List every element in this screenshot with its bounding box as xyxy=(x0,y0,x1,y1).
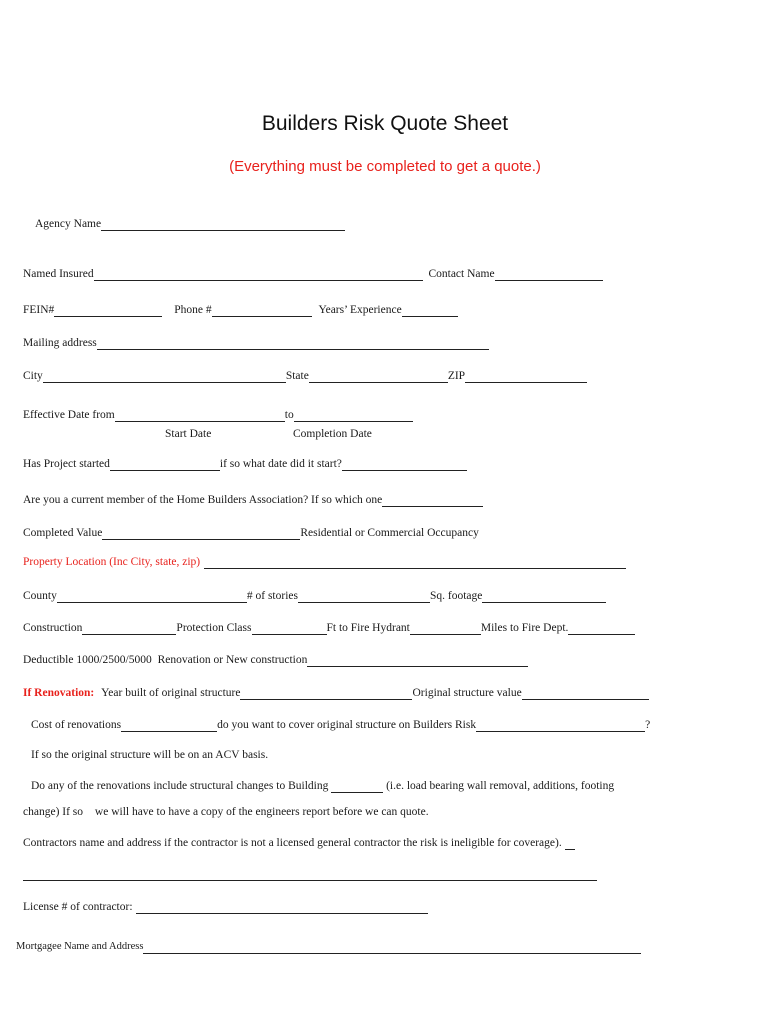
to-label: to xyxy=(284,409,294,421)
state-label: State xyxy=(285,370,309,382)
original-value-label: Original structure value xyxy=(412,687,522,699)
page-subtitle: (Everything must be completed to get a quote.) xyxy=(229,158,541,175)
year-built-field[interactable] xyxy=(240,687,412,700)
stories-field[interactable] xyxy=(298,590,430,603)
mailing-address-field[interactable] xyxy=(97,337,489,350)
license-label: License # of contractor: xyxy=(23,901,133,913)
effective-date-label: Effective Date from xyxy=(23,409,115,421)
named-insured-field[interactable] xyxy=(94,268,423,281)
stories-label: # of stories xyxy=(246,590,298,602)
agency-name-field[interactable] xyxy=(101,218,345,231)
hba-label: Are you a current member of the Home Builders Association? If so which one xyxy=(23,494,383,506)
structural-changes-cont-row xyxy=(23,805,429,819)
completion-date-caption: Completion Date xyxy=(293,428,372,440)
contractors-line-row xyxy=(23,867,597,881)
structural-changes-field[interactable] xyxy=(331,780,383,793)
start-date-caption: Start Date xyxy=(165,428,212,440)
ft-to-hydrant-label: Ft to Fire Hydrant xyxy=(326,622,410,634)
question-mark: ? xyxy=(645,719,651,731)
city-state-zip-row xyxy=(23,369,587,383)
project-started-label: Has Project started xyxy=(23,458,110,470)
mortgagee-row xyxy=(16,940,641,954)
zip-field[interactable] xyxy=(465,370,587,383)
construction-row xyxy=(23,621,635,635)
cover-original-field[interactable] xyxy=(476,719,645,732)
contractors-field[interactable] xyxy=(23,868,597,881)
project-start-date-field[interactable] xyxy=(342,458,467,471)
years-experience-label: Years’ Experience xyxy=(318,304,402,316)
contractors-inline-field[interactable] xyxy=(565,837,575,850)
acv-note: If so the original structure will be on an ACV basis. xyxy=(31,749,269,761)
hba-row xyxy=(23,493,483,507)
page-title: Builders Risk Quote Sheet xyxy=(261,112,509,135)
miles-to-fire-dept-label: Miles to Fire Dept. xyxy=(480,622,569,634)
project-started-row xyxy=(23,457,467,471)
fein-row xyxy=(23,303,458,317)
county-field[interactable] xyxy=(57,590,247,603)
structural-examples: (i.e. load bearing wall removal, additions, footing xyxy=(386,780,615,792)
mailing-address-label: Mailing address xyxy=(23,337,97,349)
named-insured-row xyxy=(23,267,603,281)
structural-changes-row xyxy=(31,779,614,793)
completed-value-row xyxy=(23,526,479,540)
construction-label: Construction xyxy=(23,622,83,634)
project-start-date-label: if so what date did it start? xyxy=(219,458,342,470)
years-experience-field[interactable] xyxy=(402,304,458,317)
contractors-label: Contractors name and address if the contractor is not a licensed general contractor the risk is ineligible for coverage). xyxy=(23,837,562,849)
completion-date-field[interactable] xyxy=(294,409,413,422)
deductible-label: Deductible 1000/2500/5000 xyxy=(23,654,152,666)
sq-footage-label: Sq. footage xyxy=(429,590,483,602)
construction-field[interactable] xyxy=(82,622,176,635)
structural-changes-label: Do any of the renovations include structural changes to Building xyxy=(31,780,329,792)
protection-class-label: Protection Class xyxy=(176,622,252,634)
fein-field[interactable] xyxy=(54,304,162,317)
mailing-address-row xyxy=(23,336,489,350)
occupancy-label: Residential or Commercial Occupancy xyxy=(300,527,479,539)
city-label: City xyxy=(23,370,43,382)
project-started-field[interactable] xyxy=(110,458,220,471)
cost-of-renovations-label: Cost of renovations xyxy=(31,719,122,731)
agency-name-label: Agency Name xyxy=(35,218,102,230)
agency-name-row xyxy=(35,217,345,231)
phone-field[interactable] xyxy=(212,304,312,317)
cover-original-label: do you want to cover original structure on Builders Risk xyxy=(217,719,477,731)
zip-label: ZIP xyxy=(447,370,466,382)
renovation-or-new-label: Renovation or New construction xyxy=(157,654,308,666)
county-label: County xyxy=(23,590,57,602)
named-insured-label: Named Insured xyxy=(23,268,94,280)
acv-note-row xyxy=(31,748,268,762)
completed-value-field[interactable] xyxy=(102,527,300,540)
cost-of-renovations-row xyxy=(31,718,650,732)
miles-to-fire-dept-field[interactable] xyxy=(568,622,635,635)
sq-footage-field[interactable] xyxy=(482,590,606,603)
mortgagee-field[interactable] xyxy=(143,941,641,954)
license-field[interactable] xyxy=(136,901,428,914)
effective-date-row xyxy=(23,408,413,422)
hba-field[interactable] xyxy=(382,494,483,507)
cost-of-renovations-field[interactable] xyxy=(121,719,217,732)
ft-to-hydrant-field[interactable] xyxy=(410,622,481,635)
if-renovation-row xyxy=(23,686,649,700)
property-location-row xyxy=(23,555,626,569)
property-location-field[interactable] xyxy=(204,556,626,569)
start-date-field[interactable] xyxy=(115,409,285,422)
license-row xyxy=(23,900,428,914)
renovation-or-new-field[interactable] xyxy=(307,654,528,667)
contact-name-field[interactable] xyxy=(495,268,603,281)
completed-value-label: Completed Value xyxy=(23,527,103,539)
contractors-row xyxy=(23,836,575,850)
phone-label: Phone # xyxy=(174,304,212,316)
year-built-label: Year built of original structure xyxy=(101,687,241,699)
if-renovation-label: If Renovation: xyxy=(23,687,95,699)
county-row xyxy=(23,589,606,603)
deductible-row xyxy=(23,653,528,667)
engineers-report-note: we will have to have a copy of the engineers report before we can quote. xyxy=(94,806,429,818)
structural-examples-cont: change) If so xyxy=(23,806,84,818)
protection-class-field[interactable] xyxy=(252,622,327,635)
fein-label: FEIN# xyxy=(23,304,55,316)
contact-name-label: Contact Name xyxy=(428,268,495,280)
city-field[interactable] xyxy=(43,370,286,383)
original-value-field[interactable] xyxy=(522,687,649,700)
state-field[interactable] xyxy=(309,370,448,383)
property-location-label: Property Location (Inc City, state, zip) xyxy=(23,556,201,568)
mortgagee-label: Mortgagee Name and Address xyxy=(16,941,144,952)
